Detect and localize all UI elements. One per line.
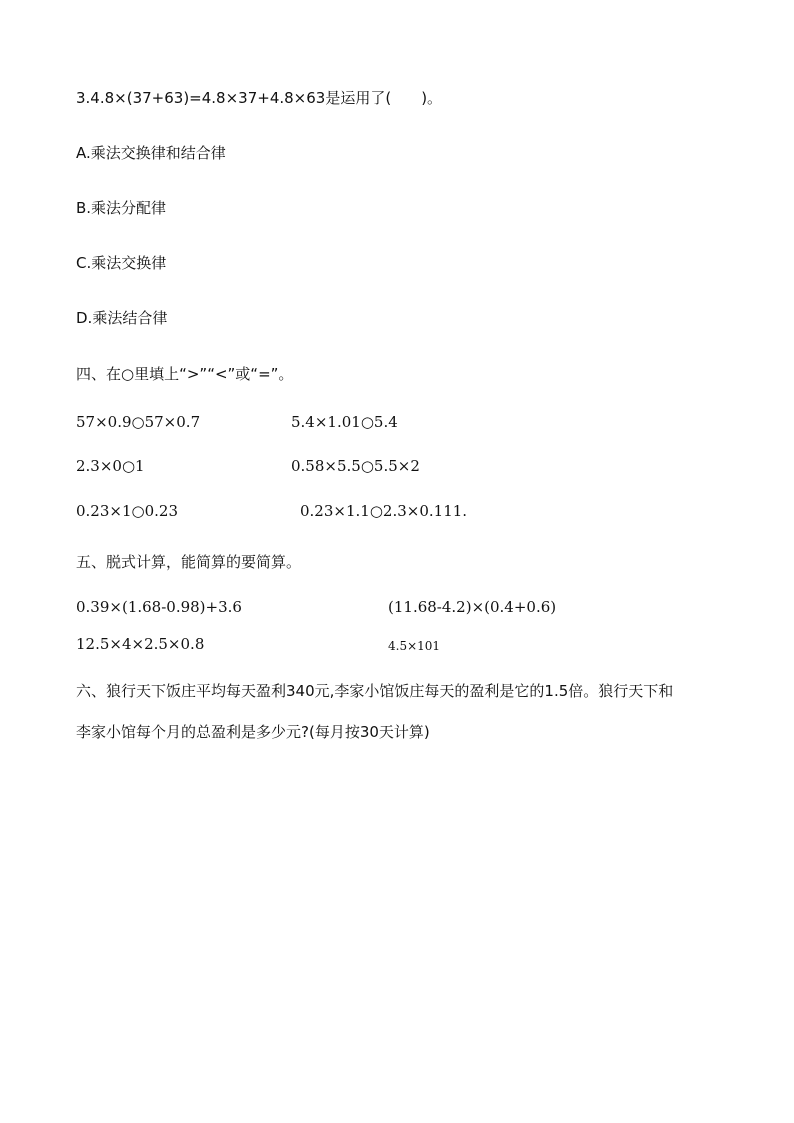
section5-title: 五、脱式计算，能简算的要简算。 — [76, 553, 302, 571]
section4-item-1b: 5.4×1.01○5.4 — [291, 413, 398, 431]
section6-line-1: 六、狼行天下饭庄平均每天盈利340元,李家小馆饭庄每天的盈利是它的1.5倍。狼行天下和 — [76, 682, 674, 700]
q3-option-c: C.乘法交换律 — [76, 254, 167, 272]
section4-item-3b: 0.23×1.1○2.3×0.111. — [300, 502, 468, 520]
section4-title: 四、在○里填上“>”“<”或“=”。 — [76, 365, 294, 383]
section4-item-1a: 57×0.9○57×0.7 — [76, 413, 201, 431]
section6-line-2: 李家小馆每个月的总盈利是多少元?(每月按30天计算) — [76, 723, 430, 741]
q3-option-b: B.乘法分配律 — [76, 199, 167, 217]
section4-item-3a: 0.23×1○0.23 — [76, 502, 178, 520]
section5-item-1a: 0.39×(1.68-0.98)+3.6 — [76, 598, 242, 616]
section5-item-1b: (11.68-4.2)×(0.4+0.6) — [388, 598, 557, 616]
section4-item-2a: 2.3×0○1 — [76, 457, 145, 475]
q3-option-d: D.乘法结合律 — [76, 309, 168, 327]
q3-stem: 3.4.8×(37+63)=4.8×37+4.8×63是运用了( )。 — [76, 89, 443, 107]
section4-item-2b: 0.58×5.5○5.5×2 — [291, 457, 420, 475]
section5-item-2b: 4.5×101 — [388, 639, 441, 653]
q3-option-a: A.乘法交换律和结合律 — [76, 144, 226, 162]
section5-item-2a: 12.5×4×2.5×0.8 — [76, 635, 205, 653]
